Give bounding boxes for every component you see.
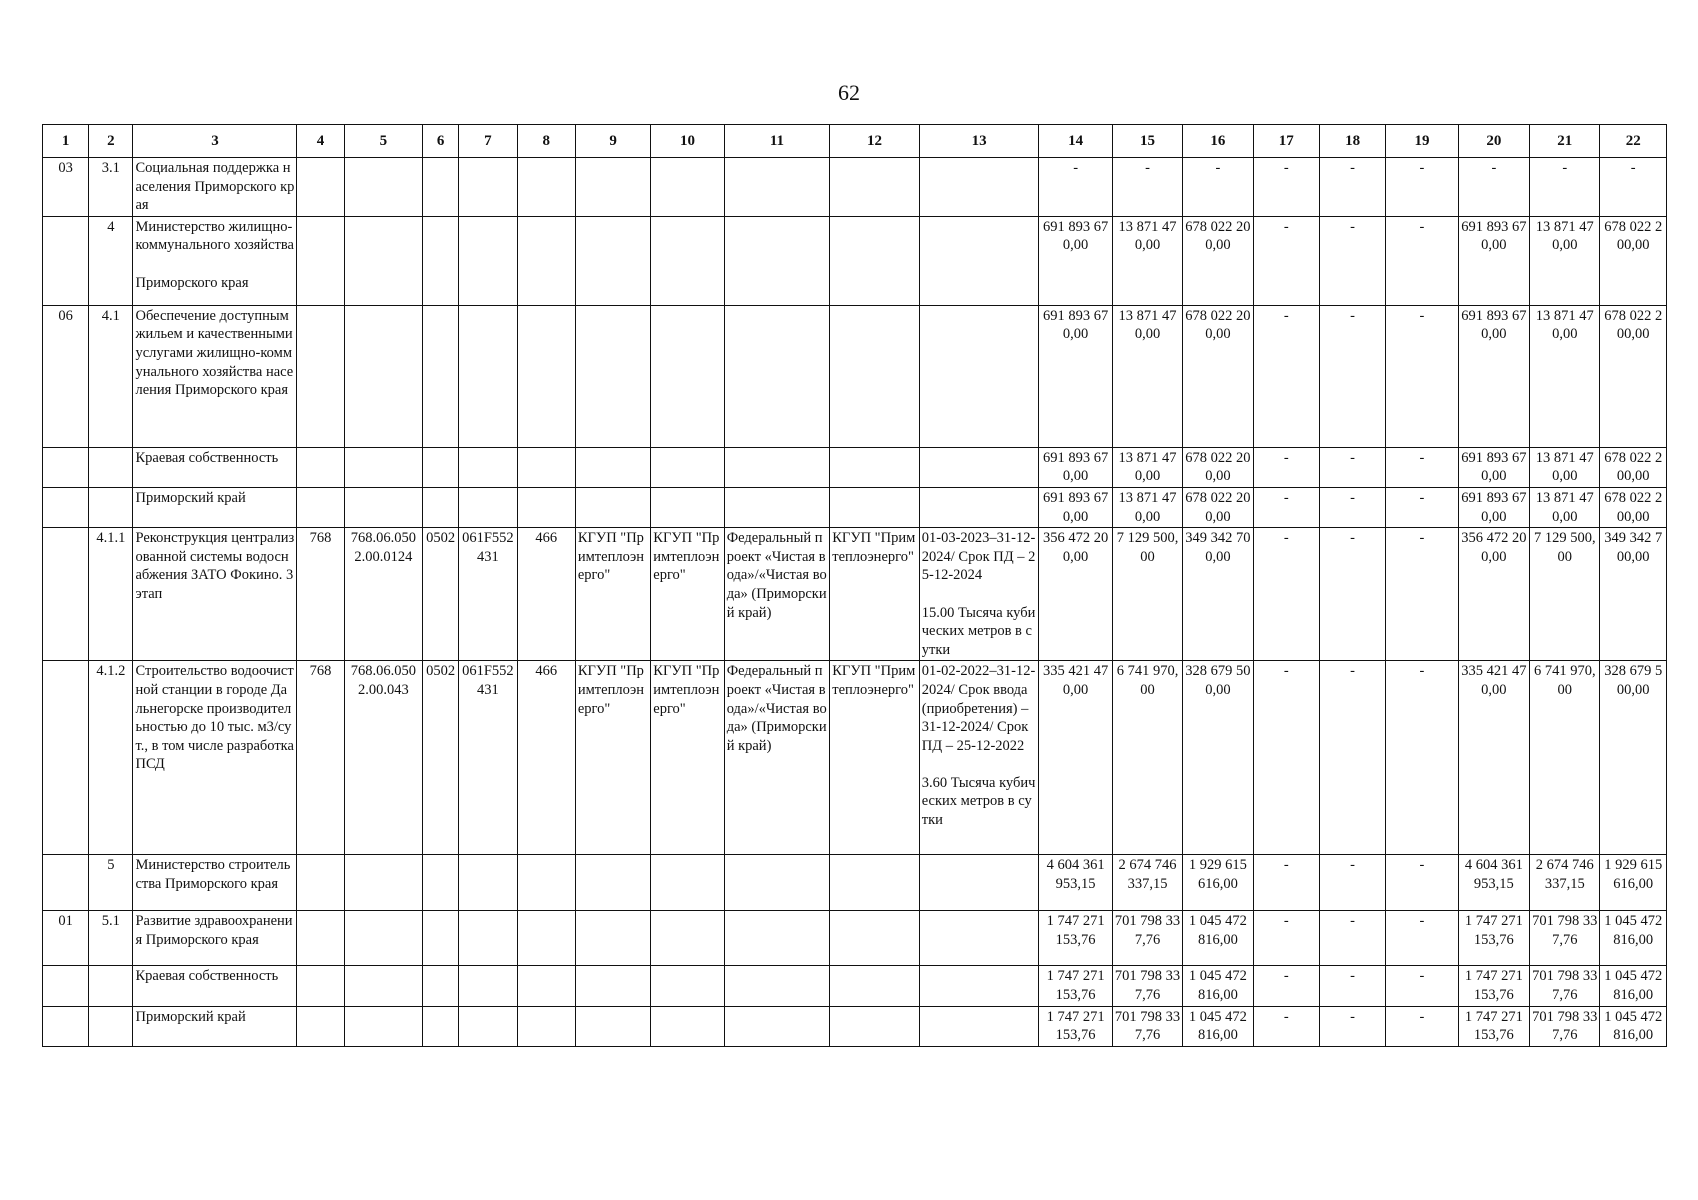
cell-col-21: 7 129 500,00	[1530, 528, 1600, 661]
column-header: 18	[1319, 125, 1385, 158]
cell-col-9	[575, 216, 650, 305]
cell-col-18: -	[1319, 305, 1385, 447]
cell-col-13	[919, 158, 1039, 217]
cell-col-15: 13 871 470,00	[1112, 447, 1182, 487]
cell-col-5	[344, 305, 422, 447]
cell-col-2	[89, 1006, 133, 1046]
cell-col-4	[297, 1006, 344, 1046]
cell-col-5	[344, 447, 422, 487]
cell-col-3: Обеспечение доступным жильем и качественными услугами жилищно-коммунального хозяйства населения Приморского края	[133, 305, 297, 447]
cell-col-4	[297, 966, 344, 1006]
cell-col-2: 4.1.2	[89, 661, 133, 855]
cell-col-20: 691 893 670,00	[1458, 305, 1529, 447]
cell-col-13	[919, 487, 1039, 527]
cell-col-2: 4.1	[89, 305, 133, 447]
cell-col-15: 2 674 746 337,15	[1112, 855, 1182, 911]
cell-col-6	[423, 911, 459, 966]
cell-col-12: КГУП "Примтеплоэнерго"	[830, 528, 919, 661]
cell-col-13	[919, 966, 1039, 1006]
cell-col-3: Социальная поддержка населения Приморского края	[133, 158, 297, 217]
cell-col-6	[423, 966, 459, 1006]
cell-col-20: 1 747 271 153,76	[1458, 1006, 1529, 1046]
cell-col-1	[43, 487, 89, 527]
cell-col-4: 768	[297, 528, 344, 661]
cell-col-7	[459, 911, 517, 966]
table-body	[43, 158, 1667, 1047]
column-header: 19	[1386, 125, 1458, 158]
cell-col-15: 13 871 470,00	[1112, 305, 1182, 447]
cell-col-20: 1 747 271 153,76	[1458, 966, 1529, 1006]
cell-col-18: -	[1319, 966, 1385, 1006]
cell-col-22: -	[1600, 158, 1667, 217]
cell-col-5	[344, 216, 422, 305]
table-row	[43, 305, 1667, 447]
cell-col-17: -	[1253, 966, 1319, 1006]
cell-col-3: Краевая собственность	[133, 966, 297, 1006]
cell-col-21: 6 741 970,00	[1530, 661, 1600, 855]
cell-col-4	[297, 216, 344, 305]
cell-col-15: 6 741 970,00	[1112, 661, 1182, 855]
cell-col-1	[43, 528, 89, 661]
cell-col-12	[830, 1006, 919, 1046]
cell-col-14: 1 747 271 153,76	[1039, 911, 1112, 966]
cell-col-19: -	[1386, 216, 1458, 305]
cell-col-2	[89, 966, 133, 1006]
cell-col-22: 678 022 200,00	[1600, 487, 1667, 527]
column-header: 17	[1253, 125, 1319, 158]
cell-col-6: 0502	[423, 661, 459, 855]
cell-col-1	[43, 661, 89, 855]
cell-col-22: 678 022 200,00	[1600, 305, 1667, 447]
cell-col-1	[43, 1006, 89, 1046]
cell-col-17: -	[1253, 661, 1319, 855]
cell-col-18: -	[1319, 911, 1385, 966]
cell-col-22: 678 022 200,00	[1600, 216, 1667, 305]
cell-col-11	[724, 487, 830, 527]
cell-col-19: -	[1386, 487, 1458, 527]
cell-col-17: -	[1253, 158, 1319, 217]
cell-col-20: 335 421 470,00	[1458, 661, 1529, 855]
cell-col-13	[919, 911, 1039, 966]
cell-col-12	[830, 855, 919, 911]
cell-col-8	[517, 158, 575, 217]
cell-col-18: -	[1319, 158, 1385, 217]
cell-col-14: 1 747 271 153,76	[1039, 966, 1112, 1006]
cell-col-7	[459, 158, 517, 217]
cell-col-19: -	[1386, 447, 1458, 487]
cell-col-17: -	[1253, 216, 1319, 305]
cell-col-11: Федеральный проект «Чистая вода»/«Чистая вода» (Приморский край)	[724, 661, 830, 855]
table-row	[43, 487, 1667, 527]
cell-col-14: -	[1039, 158, 1112, 217]
cell-col-19: -	[1386, 966, 1458, 1006]
cell-col-16: 1 045 472 816,00	[1183, 1006, 1253, 1046]
cell-col-7	[459, 1006, 517, 1046]
cell-col-18: -	[1319, 855, 1385, 911]
cell-col-11	[724, 447, 830, 487]
cell-col-22: 1 045 472 816,00	[1600, 911, 1667, 966]
cell-col-15: -	[1112, 158, 1182, 217]
cell-col-17: -	[1253, 487, 1319, 527]
cell-col-8: 466	[517, 528, 575, 661]
cell-col-16: 1 045 472 816,00	[1183, 966, 1253, 1006]
cell-col-21: 13 871 470,00	[1530, 487, 1600, 527]
cell-col-21: 13 871 470,00	[1530, 216, 1600, 305]
table-row	[43, 966, 1667, 1006]
cell-col-6	[423, 1006, 459, 1046]
cell-col-4: 768	[297, 661, 344, 855]
cell-col-19: -	[1386, 661, 1458, 855]
cell-col-18: -	[1319, 528, 1385, 661]
cell-col-10	[651, 305, 724, 447]
cell-col-8	[517, 911, 575, 966]
cell-col-5	[344, 966, 422, 1006]
cell-col-3: Приморский край	[133, 1006, 297, 1046]
cell-col-1: 03	[43, 158, 89, 217]
cell-col-5	[344, 1006, 422, 1046]
table-row	[43, 1006, 1667, 1046]
cell-col-19: -	[1386, 528, 1458, 661]
cell-col-14: 691 893 670,00	[1039, 216, 1112, 305]
cell-col-21: 701 798 337,76	[1530, 1006, 1600, 1046]
cell-col-6	[423, 216, 459, 305]
cell-col-19: -	[1386, 911, 1458, 966]
cell-col-10: КГУП "Примтеплоэнерго"	[651, 528, 724, 661]
cell-col-9: КГУП "Примтеплоэнерго"	[575, 528, 650, 661]
cell-col-16: 349 342 700,00	[1183, 528, 1253, 661]
cell-col-13	[919, 855, 1039, 911]
cell-col-6	[423, 447, 459, 487]
cell-col-2: 5.1	[89, 911, 133, 966]
cell-col-10	[651, 855, 724, 911]
cell-col-20: 1 747 271 153,76	[1458, 911, 1529, 966]
cell-col-4	[297, 447, 344, 487]
cell-col-14: 691 893 670,00	[1039, 447, 1112, 487]
cell-col-21: 13 871 470,00	[1530, 305, 1600, 447]
cell-col-11	[724, 158, 830, 217]
column-header: 14	[1039, 125, 1112, 158]
cell-col-6	[423, 487, 459, 527]
cell-col-10	[651, 911, 724, 966]
cell-col-11	[724, 855, 830, 911]
cell-col-13	[919, 447, 1039, 487]
column-header: 22	[1600, 125, 1667, 158]
cell-col-2: 5	[89, 855, 133, 911]
cell-col-22: 349 342 700,00	[1600, 528, 1667, 661]
cell-col-9	[575, 305, 650, 447]
cell-col-4	[297, 305, 344, 447]
cell-col-22: 1 045 472 816,00	[1600, 966, 1667, 1006]
cell-col-11	[724, 966, 830, 1006]
cell-col-13	[919, 216, 1039, 305]
cell-col-9	[575, 911, 650, 966]
cell-col-15: 13 871 470,00	[1112, 487, 1182, 527]
cell-col-12	[830, 158, 919, 217]
cell-col-8	[517, 487, 575, 527]
cell-col-20: 691 893 670,00	[1458, 216, 1529, 305]
cell-col-2	[89, 487, 133, 527]
table-row	[43, 911, 1667, 966]
cell-col-13: 01-03-2023–31-12-2024/ Срок ПД – 25-12-2024 15.00 Тысяча кубических метров в сутки	[919, 528, 1039, 661]
cell-col-13	[919, 1006, 1039, 1046]
cell-col-17: -	[1253, 911, 1319, 966]
cell-col-3: Развитие здравоохранения Приморского края	[133, 911, 297, 966]
cell-col-2: 4	[89, 216, 133, 305]
cell-col-10	[651, 447, 724, 487]
column-header: 16	[1183, 125, 1253, 158]
cell-col-12	[830, 216, 919, 305]
cell-col-15: 13 871 470,00	[1112, 216, 1182, 305]
cell-col-6	[423, 158, 459, 217]
table-row	[43, 447, 1667, 487]
cell-col-16: 678 022 200,00	[1183, 216, 1253, 305]
column-header: 20	[1458, 125, 1529, 158]
cell-col-19: -	[1386, 1006, 1458, 1046]
cell-col-14: 4 604 361 953,15	[1039, 855, 1112, 911]
cell-col-16: -	[1183, 158, 1253, 217]
cell-col-8	[517, 855, 575, 911]
cell-col-5	[344, 158, 422, 217]
cell-col-21: 13 871 470,00	[1530, 447, 1600, 487]
cell-col-9	[575, 855, 650, 911]
cell-col-16: 1 929 615 616,00	[1183, 855, 1253, 911]
cell-col-13: 01-02-2022–31-12-2024/ Срок ввода (приобретения) – 31-12-2024/ Срок ПД – 25-12-2022 3.60 Тысяча кубических метров в сутки	[919, 661, 1039, 855]
column-header: 21	[1530, 125, 1600, 158]
cell-col-1	[43, 966, 89, 1006]
cell-col-19: -	[1386, 855, 1458, 911]
column-header: 8	[517, 125, 575, 158]
cell-col-18: -	[1319, 447, 1385, 487]
cell-col-12	[830, 966, 919, 1006]
cell-col-20: 4 604 361 953,15	[1458, 855, 1529, 911]
cell-col-5	[344, 855, 422, 911]
cell-col-1: 01	[43, 911, 89, 966]
column-header: 15	[1112, 125, 1182, 158]
cell-col-8	[517, 305, 575, 447]
cell-col-12	[830, 447, 919, 487]
cell-col-2	[89, 447, 133, 487]
cell-col-6	[423, 305, 459, 447]
cell-col-9	[575, 966, 650, 1006]
cell-col-5	[344, 487, 422, 527]
table-row	[43, 661, 1667, 855]
cell-col-21: 2 674 746 337,15	[1530, 855, 1600, 911]
cell-col-12	[830, 911, 919, 966]
cell-col-7	[459, 855, 517, 911]
cell-col-4	[297, 487, 344, 527]
cell-col-9	[575, 487, 650, 527]
cell-col-3: Министерство жилищно-коммунального хозяйства Приморского края	[133, 216, 297, 305]
cell-col-19: -	[1386, 158, 1458, 217]
cell-col-7	[459, 487, 517, 527]
cell-col-22: 328 679 500,00	[1600, 661, 1667, 855]
cell-col-20: 691 893 670,00	[1458, 447, 1529, 487]
cell-col-17: -	[1253, 528, 1319, 661]
cell-col-4	[297, 911, 344, 966]
column-header: 2	[89, 125, 133, 158]
cell-col-5: 768.06.0502.00.043	[344, 661, 422, 855]
cell-col-12	[830, 305, 919, 447]
header-row	[43, 125, 1667, 158]
cell-col-4	[297, 855, 344, 911]
cell-col-17: -	[1253, 855, 1319, 911]
cell-col-14: 691 893 670,00	[1039, 305, 1112, 447]
column-header: 13	[919, 125, 1039, 158]
cell-col-1	[43, 216, 89, 305]
cell-col-5: 768.06.0502.00.0124	[344, 528, 422, 661]
cell-col-8	[517, 216, 575, 305]
cell-col-10	[651, 216, 724, 305]
cell-col-3: Краевая собственность	[133, 447, 297, 487]
cell-col-11: Федеральный проект «Чистая вода»/«Чистая вода» (Приморский край)	[724, 528, 830, 661]
column-header: 4	[297, 125, 344, 158]
cell-col-22: 1 045 472 816,00	[1600, 1006, 1667, 1046]
table-row	[43, 855, 1667, 911]
cell-col-17: -	[1253, 447, 1319, 487]
column-header: 7	[459, 125, 517, 158]
cell-col-2: 4.1.1	[89, 528, 133, 661]
table-row	[43, 528, 1667, 661]
cell-col-11	[724, 1006, 830, 1046]
cell-col-17: -	[1253, 305, 1319, 447]
cell-col-21: 701 798 337,76	[1530, 911, 1600, 966]
cell-col-18: -	[1319, 661, 1385, 855]
cell-col-13	[919, 305, 1039, 447]
cell-col-6	[423, 855, 459, 911]
column-header: 6	[423, 125, 459, 158]
cell-col-14: 691 893 670,00	[1039, 487, 1112, 527]
cell-col-9	[575, 447, 650, 487]
cell-col-8	[517, 966, 575, 1006]
cell-col-10	[651, 158, 724, 217]
cell-col-17: -	[1253, 1006, 1319, 1046]
column-header: 10	[651, 125, 724, 158]
cell-col-12	[830, 487, 919, 527]
cell-col-21: 701 798 337,76	[1530, 966, 1600, 1006]
budget-table	[42, 124, 1667, 1047]
column-header: 5	[344, 125, 422, 158]
cell-col-21: -	[1530, 158, 1600, 217]
cell-col-3: Министерство строительства Приморского края	[133, 855, 297, 911]
cell-col-2: 3.1	[89, 158, 133, 217]
cell-col-14: 1 747 271 153,76	[1039, 1006, 1112, 1046]
cell-col-16: 678 022 200,00	[1183, 487, 1253, 527]
cell-col-19: -	[1386, 305, 1458, 447]
cell-col-11	[724, 911, 830, 966]
cell-col-22: 678 022 200,00	[1600, 447, 1667, 487]
cell-col-10	[651, 487, 724, 527]
cell-col-10	[651, 966, 724, 1006]
cell-col-7	[459, 305, 517, 447]
cell-col-14: 335 421 470,00	[1039, 661, 1112, 855]
cell-col-9: КГУП "Примтеплоэнерго"	[575, 661, 650, 855]
cell-col-11	[724, 216, 830, 305]
column-header: 9	[575, 125, 650, 158]
cell-col-9	[575, 1006, 650, 1046]
cell-col-15: 701 798 337,76	[1112, 1006, 1182, 1046]
cell-col-15: 701 798 337,76	[1112, 966, 1182, 1006]
cell-col-20: -	[1458, 158, 1529, 217]
cell-col-11	[724, 305, 830, 447]
cell-col-7	[459, 966, 517, 1006]
cell-col-1: 06	[43, 305, 89, 447]
cell-col-8: 466	[517, 661, 575, 855]
cell-col-3: Приморский край	[133, 487, 297, 527]
cell-col-18: -	[1319, 216, 1385, 305]
cell-col-7	[459, 216, 517, 305]
cell-col-18: -	[1319, 487, 1385, 527]
cell-col-22: 1 929 615 616,00	[1600, 855, 1667, 911]
cell-col-1	[43, 855, 89, 911]
cell-col-9	[575, 158, 650, 217]
column-header: 12	[830, 125, 919, 158]
cell-col-18: -	[1319, 1006, 1385, 1046]
cell-col-14: 356 472 200,00	[1039, 528, 1112, 661]
cell-col-10	[651, 1006, 724, 1046]
cell-col-10: КГУП "Примтеплоэнерго"	[651, 661, 724, 855]
cell-col-1	[43, 447, 89, 487]
page-number: 62	[838, 80, 860, 105]
cell-col-16: 1 045 472 816,00	[1183, 911, 1253, 966]
cell-col-20: 691 893 670,00	[1458, 487, 1529, 527]
cell-col-15: 701 798 337,76	[1112, 911, 1182, 966]
cell-col-8	[517, 1006, 575, 1046]
cell-col-16: 328 679 500,00	[1183, 661, 1253, 855]
table-row	[43, 216, 1667, 305]
cell-col-5	[344, 911, 422, 966]
cell-col-7: 061F552431	[459, 661, 517, 855]
cell-col-7	[459, 447, 517, 487]
cell-col-8	[517, 447, 575, 487]
column-header: 1	[43, 125, 89, 158]
cell-col-3: Строительство водоочистной станции в городе Дальнегорске производительностью до 10 тыс. м3/сут., в том числе разработка ПСД	[133, 661, 297, 855]
column-header: 11	[724, 125, 830, 158]
cell-col-15: 7 129 500,00	[1112, 528, 1182, 661]
cell-col-16: 678 022 200,00	[1183, 447, 1253, 487]
cell-col-20: 356 472 200,00	[1458, 528, 1529, 661]
cell-col-12: КГУП "Примтеплоэнерго"	[830, 661, 919, 855]
table-row	[43, 158, 1667, 217]
cell-col-3: Реконструкция централизованной системы водоснабжения ЗАТО Фокино. 3 этап	[133, 528, 297, 661]
cell-col-4	[297, 158, 344, 217]
cell-col-6: 0502	[423, 528, 459, 661]
column-header: 3	[133, 125, 297, 158]
cell-col-7: 061F552431	[459, 528, 517, 661]
cell-col-16: 678 022 200,00	[1183, 305, 1253, 447]
